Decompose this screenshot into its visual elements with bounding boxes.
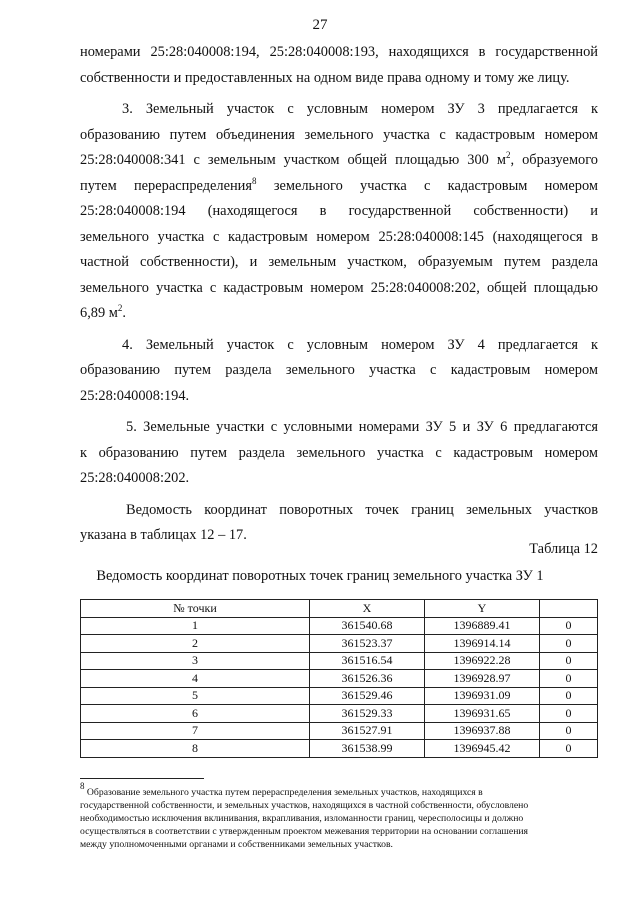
paragraph-2-line: земельного участка с кадастровым номером 25:28:040008:145 (находящегося в [80,228,598,245]
cell-x: 361540.68 [310,617,425,635]
cell-x: 361527.91 [310,722,425,740]
table-row [81,740,598,758]
header-x: X [310,600,425,618]
cell-point: 1 [81,617,310,635]
cell-extra: 0 [540,670,598,688]
cell-point: 5 [81,687,310,705]
cell-extra: 0 [540,617,598,635]
paragraph-4-line: 5. Земельные участки с условными номерами ЗУ 5 и ЗУ 6 предлагаются [126,419,598,435]
cell-x: 361529.33 [310,705,425,723]
paragraph-4-line: 25:28:040008:202. [80,470,190,486]
footnote-line: между уполномоченными органами и собственниками земельных участков. [80,839,393,850]
cell-y: 1396928.97 [425,670,540,688]
cell-point: 3 [81,652,310,670]
footnote-line: $^8$ Образование земельного участка путем перераспределения земельных участков, находящихся в [80,781,483,798]
header-point: № точки [81,600,310,618]
cell-y: 1396931.09 [425,687,540,705]
cell-extra: 0 [540,652,598,670]
cell-x: 361526.36 [310,670,425,688]
table-row [81,687,598,705]
footnote [80,781,598,851]
cell-x: 361529.46 [310,687,425,705]
cell-point: 4 [81,670,310,688]
table-title: Ведомость координат поворотных точек границ земельного участка ЗУ 1 [96,568,544,584]
paragraph-3-line: 4. Земельный участок с условным номером ЗУ 4 предлагается к [122,336,598,353]
table-row [81,617,598,635]
paragraph-2-line: 25:28:040008:341 с земельным участком общей площадью 300 $м^2$, образуемого [80,150,598,168]
cell-y: 1396937.88 [425,722,540,740]
paragraph-2-line: земельного участка с кадастровым номером 25:28:040008:202, общей площадью [80,279,598,296]
cell-point: 6 [81,705,310,723]
cell-x: 361538.99 [310,740,425,758]
superscript: 2 [505,150,511,160]
cell-extra: 0 [540,705,598,723]
paragraph-2-line: 25:28:040008:194 (находящегося в государственной собственности) и [80,203,598,219]
body-text [80,40,598,549]
cell-extra: 0 [540,635,598,653]
footnote-ref: 8 [252,175,257,186]
cell-y: 1396914.14 [425,635,540,653]
table-label: Таблица 12 [529,541,598,557]
table-row [81,705,598,723]
cell-extra: 0 [540,687,598,705]
footnote-marker: 8 [80,781,85,791]
table-row [81,652,598,670]
paragraph-3-line: 25:28:040008:194. [80,387,190,404]
table-row [81,722,598,740]
table-row [81,635,598,653]
paragraph-2-line: путем перераспределения$^8$ земельного участка с кадастровым номером [80,175,598,194]
cell-extra: 0 [540,722,598,740]
paragraph-5-line: Ведомость координат поворотных точек границ земельных участков [126,501,598,518]
footnote-line: необходимостью исключения вклинивания, вкрапливания, изломанности границ, чересполосицы и должно [80,813,524,824]
footnote-line: государственной собственности, и земельных участков, находящихся в частной собственности, обусловлено [80,800,529,811]
cell-point: 7 [81,722,310,740]
cell-y: 1396931.65 [425,705,540,723]
cell-y: 1396922.28 [425,652,540,670]
cell-point: 2 [81,635,310,653]
paragraph-1-line: номерами 25:28:040008:194, 25:28:040008:193, находящихся в государственной [80,44,598,60]
paragraph-5-line: указана в таблицах 12 – 17. [80,527,247,543]
table-row [81,670,598,688]
cell-point: 8 [81,740,310,758]
cell-x: 361523.37 [310,635,425,653]
paragraph-2-line: 6,89 $м^2$. [80,303,126,321]
footnote-line: осуществляться в соответствии с утвержденным проектом межевания территории на основании соглашения [80,826,529,837]
paragraph-3-line: образованию путем раздела земельного участка с кадастровым номером [80,362,598,378]
paragraph-2-line: 3. Земельный участок с условным номером ЗУ 3 предлагается к [122,101,598,117]
page-number: 27 [312,17,328,33]
paragraph-4-line: к образованию путем раздела земельного участка с кадастровым номером [80,444,598,461]
paragraph-1-line: собственности и предоставленных на одном виде права одному и тому же лицу. [80,69,570,86]
cell-y: 1396945.42 [425,740,540,758]
superscript: 2 [117,303,123,313]
cell-x: 361516.54 [310,652,425,670]
coordinates-table [80,599,598,758]
table-header-row [81,600,598,618]
header-extra [540,600,598,618]
footnote-divider [80,778,204,779]
cell-extra: 0 [540,740,598,758]
paragraph-2-line: частной собственности), и земельным участком, образуемым путем раздела [80,254,598,270]
paragraph-2-line: образованию путем объединения земельного участка с кадастровым номером [80,126,598,143]
header-y: Y [425,600,540,618]
cell-y: 1396889.41 [425,617,540,635]
